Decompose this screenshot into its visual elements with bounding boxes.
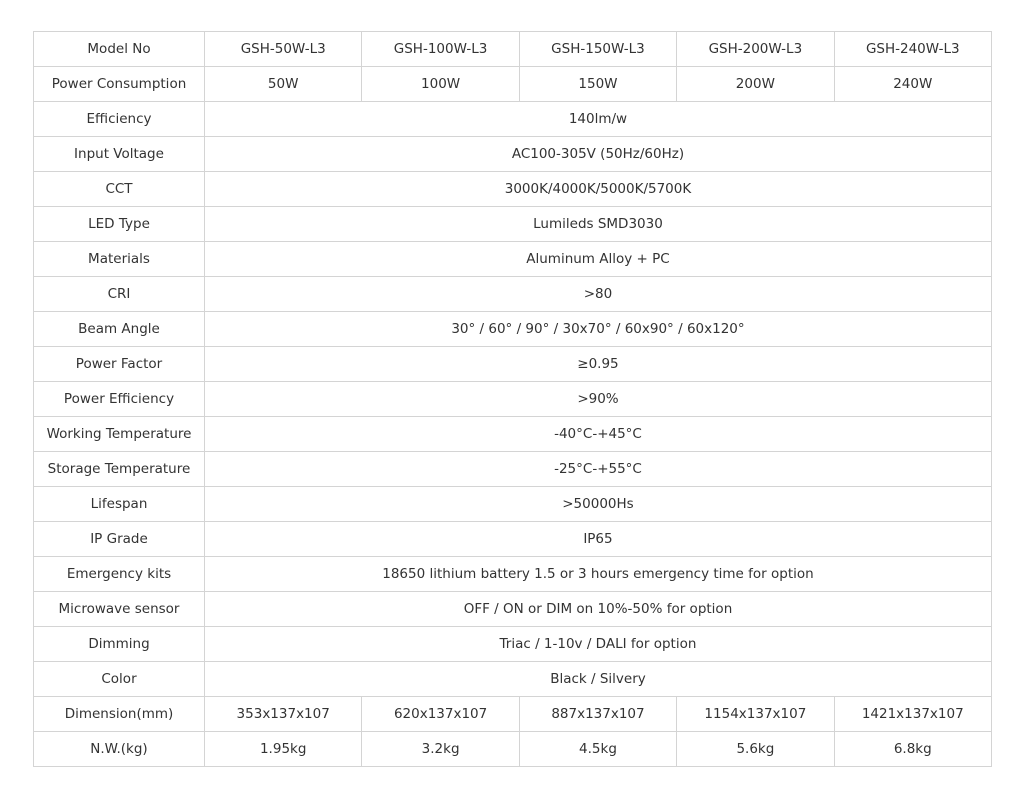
value-cell: 240W — [834, 67, 991, 102]
row-label: N.W.(kg) — [34, 732, 205, 767]
row-label: Power Efficiency — [34, 382, 205, 417]
value-cell: >80 — [205, 277, 992, 312]
row-label: Dimension(mm) — [34, 697, 205, 732]
value-cell: IP65 — [205, 522, 992, 557]
table-row — [34, 207, 992, 242]
table-row-model-no — [34, 32, 992, 67]
table-row — [34, 137, 992, 172]
row-label: Color — [34, 662, 205, 697]
row-label: Input Voltage — [34, 137, 205, 172]
table-row — [34, 417, 992, 452]
table-row-dimension — [34, 697, 992, 732]
value-cell: 150W — [519, 67, 676, 102]
row-label: IP Grade — [34, 522, 205, 557]
value-cell: Black / Silvery — [205, 662, 992, 697]
value-cell: >50000Hs — [205, 487, 992, 522]
row-label: Beam Angle — [34, 312, 205, 347]
table-row — [34, 452, 992, 487]
value-cell: 18650 lithium battery 1.5 or 3 hours emergency time for option — [205, 557, 992, 592]
value-cell: 1.95kg — [205, 732, 362, 767]
table-row — [34, 487, 992, 522]
table-row — [34, 592, 992, 627]
row-label: Dimming — [34, 627, 205, 662]
row-label: Microwave sensor — [34, 592, 205, 627]
model-cell: GSH-100W-L3 — [362, 32, 519, 67]
spec-table — [33, 31, 992, 767]
row-label: LED Type — [34, 207, 205, 242]
model-cell: GSH-200W-L3 — [677, 32, 834, 67]
value-cell: Triac / 1-10v / DALI for option — [205, 627, 992, 662]
table-row — [34, 557, 992, 592]
model-cell: GSH-240W-L3 — [834, 32, 991, 67]
row-label: Model No — [34, 32, 205, 67]
value-cell: AC100-305V (50Hz/60Hz) — [205, 137, 992, 172]
table-row — [34, 172, 992, 207]
table-row-power-consumption — [34, 67, 992, 102]
value-cell: Lumileds SMD3030 — [205, 207, 992, 242]
value-cell: 5.6kg — [677, 732, 834, 767]
value-cell: >90% — [205, 382, 992, 417]
value-cell: 100W — [362, 67, 519, 102]
value-cell: OFF / ON or DIM on 10%-50% for option — [205, 592, 992, 627]
value-cell: 3.2kg — [362, 732, 519, 767]
row-label: Lifespan — [34, 487, 205, 522]
row-label: CRI — [34, 277, 205, 312]
table-row — [34, 627, 992, 662]
row-label: CCT — [34, 172, 205, 207]
value-cell: ≥0.95 — [205, 347, 992, 382]
value-cell: 1421x137x107 — [834, 697, 991, 732]
value-cell: 200W — [677, 67, 834, 102]
value-cell: 1154x137x107 — [677, 697, 834, 732]
value-cell: 353x137x107 — [205, 697, 362, 732]
table-row — [34, 662, 992, 697]
row-label: Power Factor — [34, 347, 205, 382]
value-cell: -40°C-+45°C — [205, 417, 992, 452]
table-row-net-weight — [34, 732, 992, 767]
value-cell: 140lm/w — [205, 102, 992, 137]
table-row — [34, 382, 992, 417]
model-cell: GSH-50W-L3 — [205, 32, 362, 67]
value-cell: 620x137x107 — [362, 697, 519, 732]
table-row — [34, 277, 992, 312]
value-cell: -25°C-+55°C — [205, 452, 992, 487]
row-label: Power Consumption — [34, 67, 205, 102]
value-cell: 887x137x107 — [519, 697, 676, 732]
row-label: Storage Temperature — [34, 452, 205, 487]
row-label: Emergency kits — [34, 557, 205, 592]
row-label: Materials — [34, 242, 205, 277]
table-row — [34, 102, 992, 137]
value-cell: 50W — [205, 67, 362, 102]
value-cell: 3000K/4000K/5000K/5700K — [205, 172, 992, 207]
value-cell: 6.8kg — [834, 732, 991, 767]
table-row — [34, 522, 992, 557]
row-label: Working Temperature — [34, 417, 205, 452]
model-cell: GSH-150W-L3 — [519, 32, 676, 67]
table-row — [34, 312, 992, 347]
value-cell: 30° / 60° / 90° / 30x70° / 60x90° / 60x120° — [205, 312, 992, 347]
value-cell: Aluminum Alloy + PC — [205, 242, 992, 277]
row-label: Efficiency — [34, 102, 205, 137]
table-row — [34, 242, 992, 277]
value-cell: 4.5kg — [519, 732, 676, 767]
table-row — [34, 347, 992, 382]
